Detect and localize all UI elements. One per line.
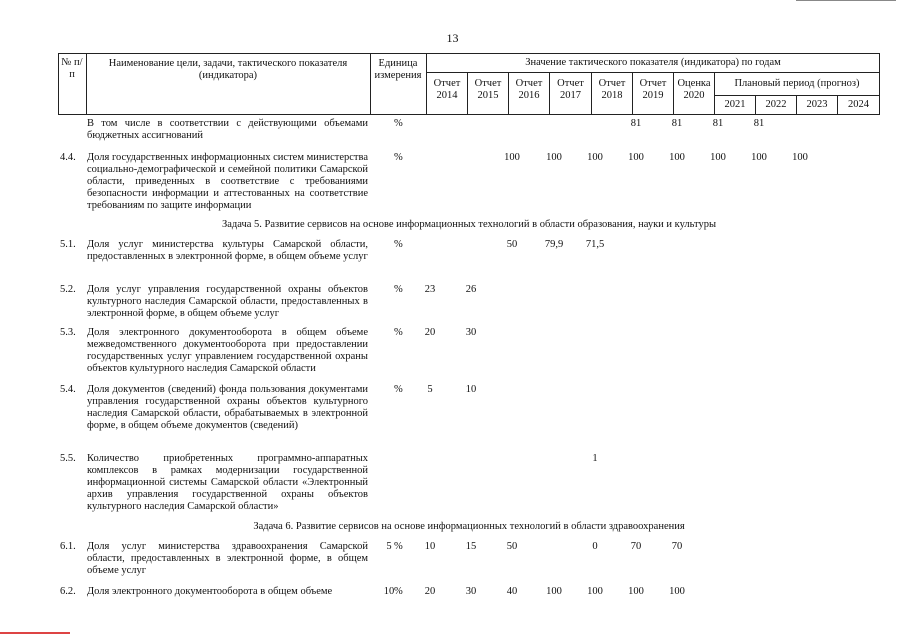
indicator-unit: %: [394, 327, 403, 338]
row-number: 6.1.: [60, 541, 76, 552]
header-plan-2024: 2024: [848, 99, 869, 110]
indicator-value: 100: [628, 586, 644, 597]
task-6-heading: Задача 6. Развитие сервисов на основе информационных технологий в области здравоохранения: [253, 521, 685, 532]
indicator-value: 10: [465, 384, 477, 395]
indicator-value: 30: [465, 327, 477, 338]
indicator-value: 26: [465, 284, 477, 295]
indicator-name: В том числе в соответствии с действующими объемами бюджетных ассигнований: [87, 118, 368, 141]
indicator-value: 81: [630, 118, 642, 129]
indicator-value: 100: [792, 152, 808, 163]
indicator-value: 100: [546, 586, 562, 597]
row-number: 5.5.: [60, 453, 76, 464]
indicator-value: 100: [669, 586, 685, 597]
header-plan-title: Плановый период (прогноз): [734, 78, 860, 89]
indicator-value: 81: [753, 118, 765, 129]
indicator-value: 50: [506, 541, 518, 552]
row-number: 5.3.: [60, 327, 76, 338]
indicator-unit: %: [394, 118, 403, 129]
indicator-value: 71,5: [585, 239, 605, 250]
header-plan-2023: 2023: [806, 99, 828, 110]
header-unit: Единица измерения: [374, 58, 422, 81]
header-year-2019: Отчет 2019: [639, 78, 667, 101]
indicator-value: 10: [424, 541, 436, 552]
indicator-value: 79,9: [544, 239, 564, 250]
indicator-value: 10: [383, 586, 395, 597]
indicator-value: 100: [710, 152, 726, 163]
row-number: 5.4.: [60, 384, 76, 395]
indicator-value: 40: [506, 586, 518, 597]
page-number: 13: [446, 31, 459, 45]
row-number: 4.4.: [60, 152, 76, 163]
indicator-value: 100: [669, 152, 685, 163]
top-edge-mark: [796, 0, 896, 1]
task-5-heading: Задача 5. Развитие сервисов на основе информационных технологий в области образования, науки и культуры: [221, 219, 717, 230]
indicator-value: 100: [546, 152, 562, 163]
header-plan-2022: 2022: [765, 99, 787, 110]
indicator-value: 5: [386, 541, 392, 552]
indicator-name: Доля электронного документооборота в общем объеме межведомственного документооборота при предоставлении государственных услуг управлением государственной охраны объектов культурного наследия Самарской области: [87, 327, 368, 374]
header-year-2014: Отчет 2014: [433, 78, 461, 101]
header-year-2017: Отчет 2017: [557, 78, 584, 101]
indicator-value: 30: [465, 586, 477, 597]
header-year-2018: Отчет 2018: [598, 78, 626, 101]
indicator-value: 100: [628, 152, 644, 163]
indicator-unit: %: [394, 284, 403, 295]
indicator-value: 81: [671, 118, 683, 129]
indicator-unit: %: [394, 152, 403, 163]
header-values-title: Значение тактического показателя (индикатора) по годам: [525, 57, 781, 68]
indicator-value: 70: [630, 541, 642, 552]
indicator-unit: %: [394, 586, 403, 597]
indicator-unit: %: [394, 541, 403, 552]
table-header: [58, 53, 880, 115]
indicator-value: 50: [506, 239, 518, 250]
header-num: № п/п: [61, 57, 83, 80]
indicator-name: Доля услуг министерства культуры Самарской области, предоставленных в электронной форме, в общем объеме услуг: [87, 239, 368, 262]
indicator-value: 100: [587, 152, 603, 163]
header-year-2020: Оценка 2020: [677, 78, 711, 101]
header-year-2016: Отчет 2016: [515, 78, 543, 101]
row-number: 6.2.: [60, 586, 76, 597]
indicator-value: 15: [465, 541, 477, 552]
indicator-name: Количество приобретенных программно-аппаратных комплексов в рамках модернизации государственной информационной системы Самарской области «Электронный архив управления государственной охраны объектов культурного наследия Самарской области»: [87, 453, 368, 512]
indicator-value: 100: [504, 152, 520, 163]
indicator-value: 100: [587, 586, 603, 597]
indicator-value: 70: [671, 541, 683, 552]
indicator-value: 23: [424, 284, 436, 295]
header-plan-2021: 2021: [724, 99, 746, 110]
header-year-2015: Отчет 2015: [474, 78, 502, 101]
indicator-name: Доля услуг управления государственной охраны объектов культурного наследия Самарской области, предоставленных в электронной форме, в общем объеме услуг: [87, 284, 368, 319]
indicator-value: 81: [712, 118, 724, 129]
row-number: 5.1.: [60, 239, 76, 250]
indicator-value: 100: [751, 152, 767, 163]
indicator-value: 1: [592, 453, 598, 464]
row-number: 5.2.: [60, 284, 76, 295]
indicator-name: Доля государственных информационных систем министерства социально-демографической и семейной политики Самарской области, приведенных в соответствие с требованиями безопасности информации и аттестованных на соответствие требованиям по защите информации: [87, 152, 368, 211]
indicator-unit: %: [394, 384, 403, 395]
header-name: Наименование цели, задачи, тактического показателя (индикатора): [108, 58, 348, 81]
indicator-name: Доля документов (сведений) фонда пользования документами управления государственной охраны объектов культурного наследия Самарской области, обрабатываемых в электронной форме, в общем объеме документов (сведений): [87, 384, 368, 431]
indicator-value: 5: [427, 384, 433, 395]
indicator-value: 20: [424, 586, 436, 597]
indicator-name: Доля электронного документооборота в общем объеме: [87, 586, 333, 597]
indicator-name: Доля услуг министерства здравоохранения Самарской области, предоставленных в электронной форме, в общем объеме услуг: [87, 541, 368, 576]
indicator-unit: %: [394, 239, 403, 250]
indicator-value: 20: [424, 327, 436, 338]
indicator-value: 0: [592, 541, 598, 552]
